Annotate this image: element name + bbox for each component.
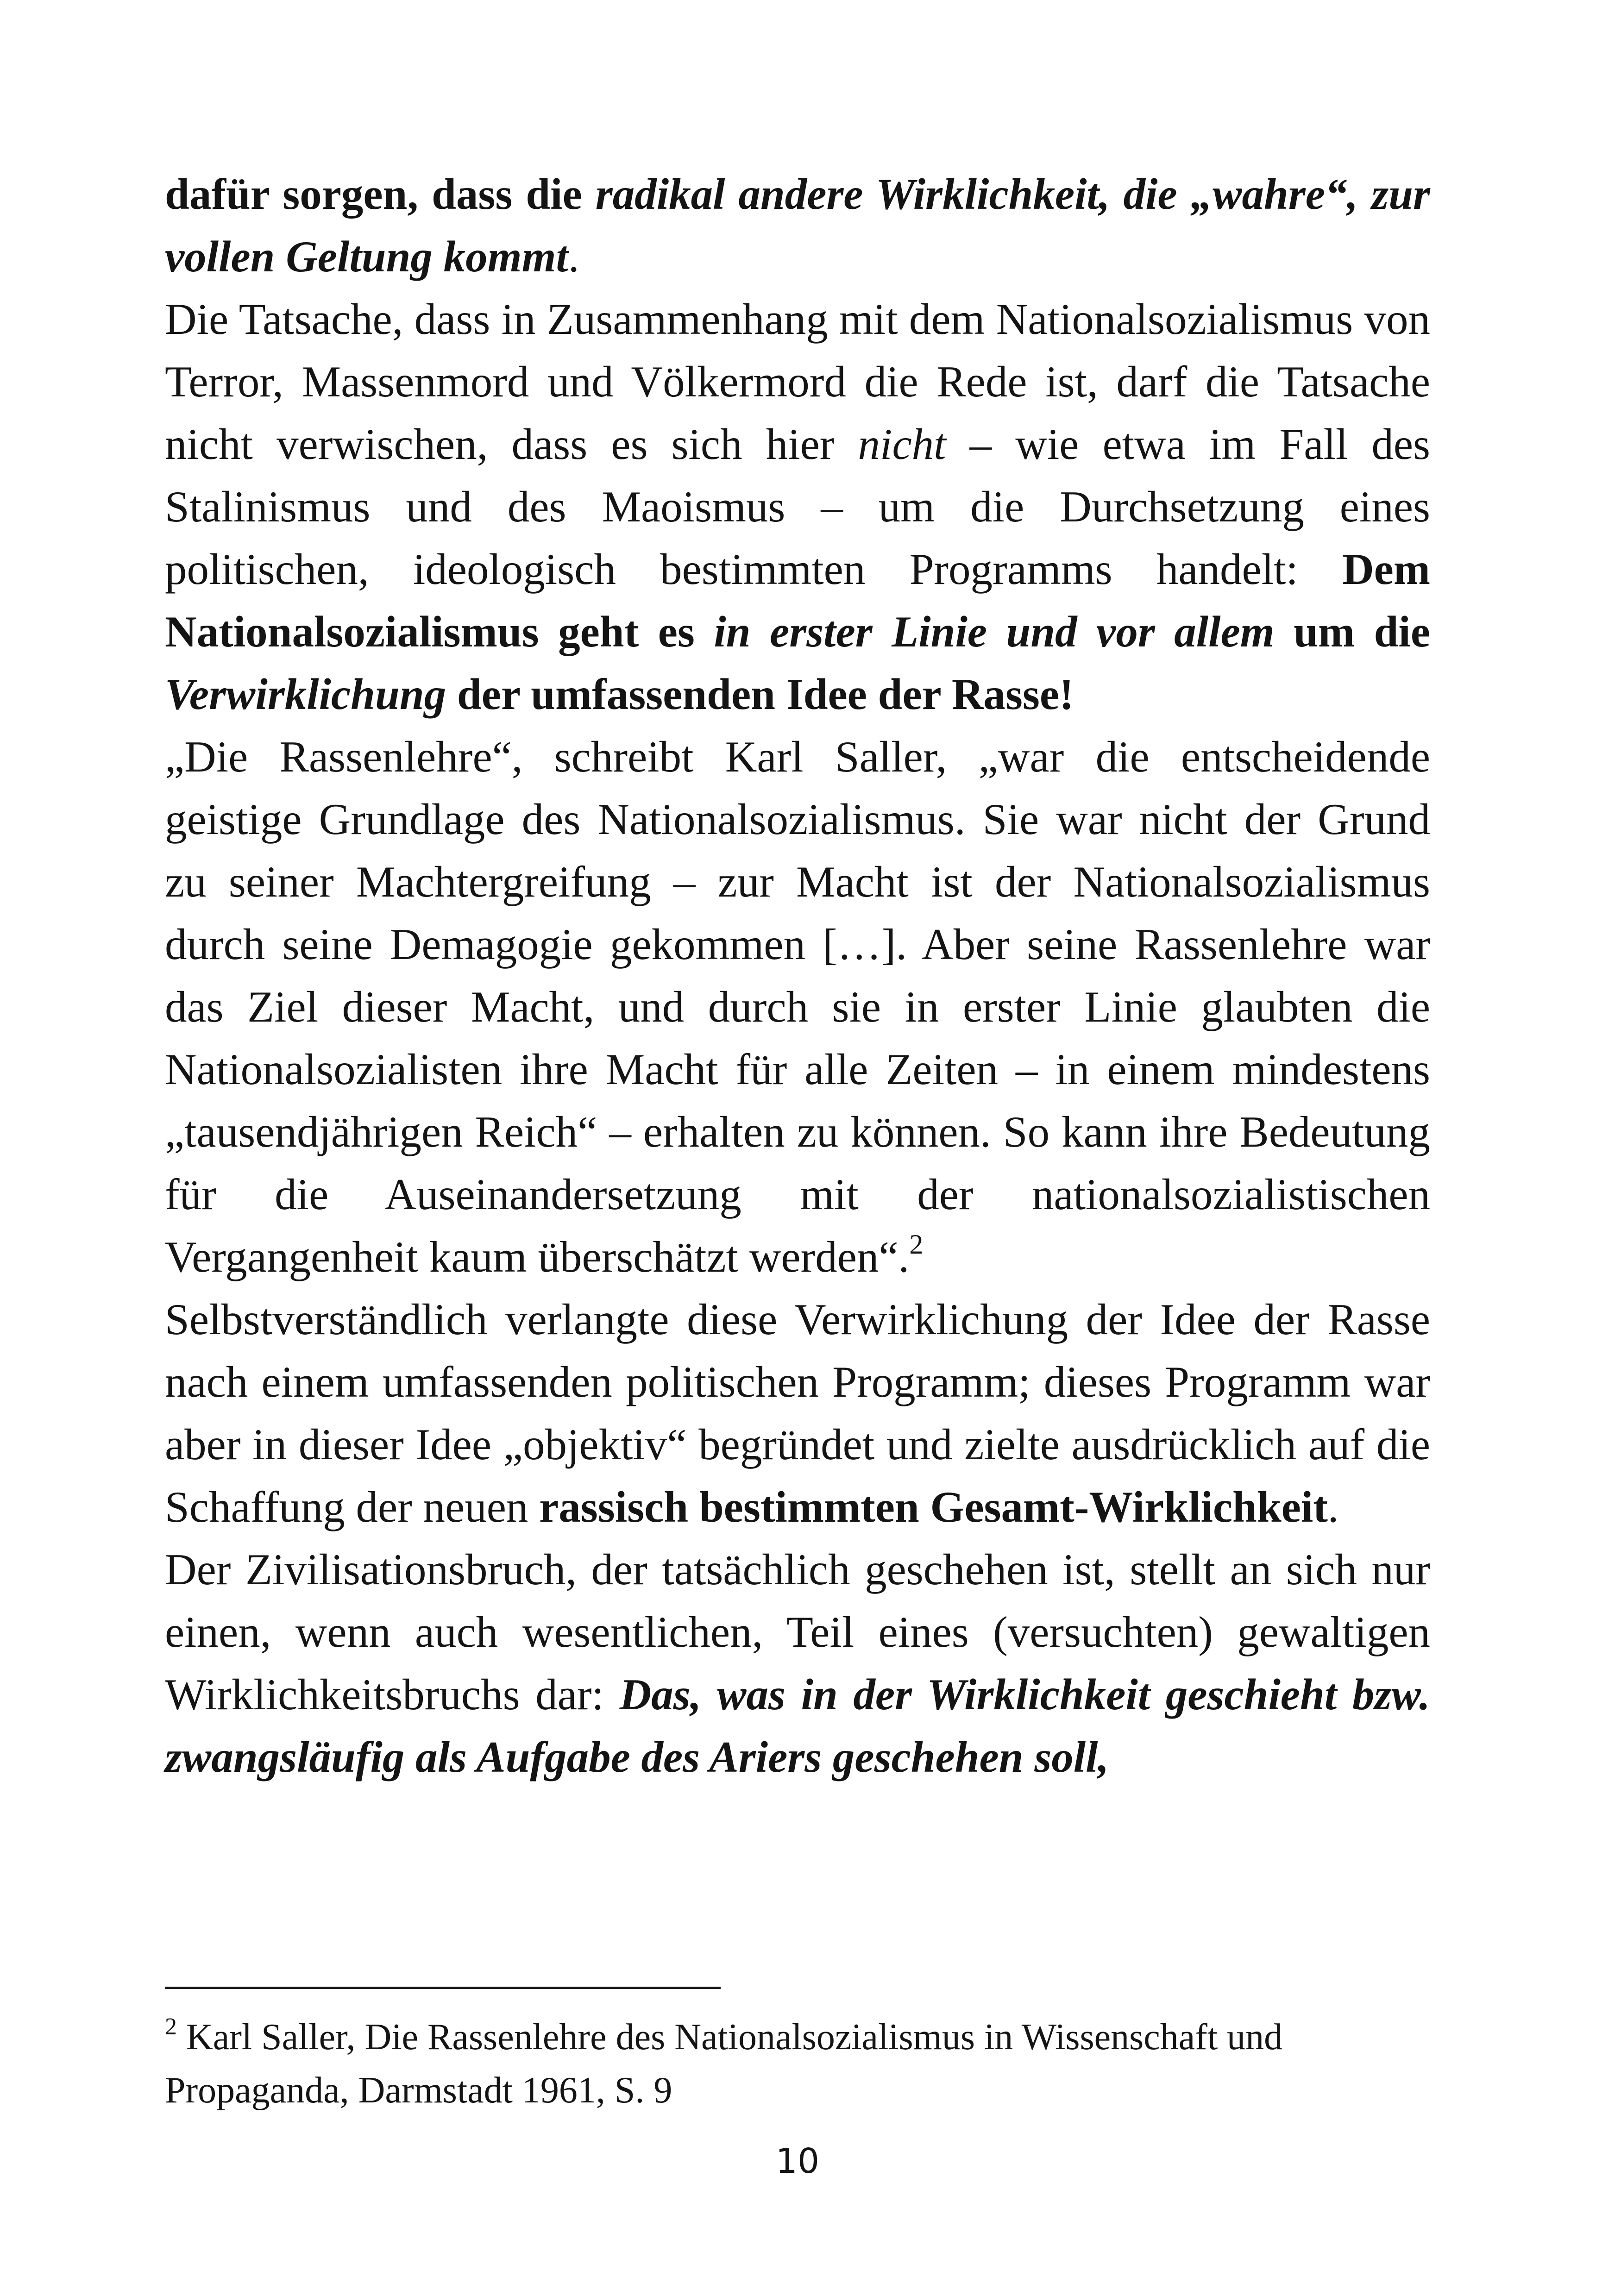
body-text <box>165 163 1430 1788</box>
footnote-text: Karl Saller, Die Rassenlehre des Nationalsozialismus in Wissenschaft und Propaganda, Darmstadt 1961, S. 9 <box>165 2017 1283 2111</box>
text-span: Selbstverständlich verlangte diese Verwirklichung der Idee der Rasse nach einem umfassenden politischen Programm; dieses Programm war aber in dieser Idee „objektiv“ begründet und zielte ausdrücklich auf die Schaffung der neuen <box>165 1295 1430 1531</box>
text-span: Die Tatsache, dass in Zusammenhang mit dem Nationalsozialismus von Terror, Massenmord und Völkermord die Rede ist, darf die Tatsache nicht verwischen, dass es sich hier <box>165 295 1430 469</box>
quote-text: „Die Rassenlehre“, schreibt Karl Saller, „war die entscheidende geistige Grundlage des Nationalsozialismus. Sie war nicht der Grund zu seiner Machtergreifung – zur Macht ist der Nationalsozialismus durch seine Demagogie gekommen […]. Aber seine Rassenlehre war das Ziel dieser Macht, und durch sie in erster Linie glaubten die Nationalsozialisten ihre Macht für alle Zeiten – in einem mindestens „tausendjährigen Reich“ – erhalten zu können. So kann ihre Bedeutung für die Auseinandersetzung mit der nationalsozialistischen Vergangenheit kaum überschätzt werden“. <box>165 732 1430 1281</box>
paragraph-5 <box>165 1538 1430 1788</box>
footnote-reference[interactable]: 2 <box>909 1229 924 1260</box>
text-span-bold: rassisch bestimmten Gesamt-Wirklichkeit <box>539 1482 1328 1531</box>
paragraph-4 <box>165 1288 1430 1538</box>
text-span: Der Zivilisationsbruch, der tatsächlich geschehen ist, stellt an sich nur einen, wenn auch wesentlichen, Teil eines (versuchten) gewaltigen Wirklichkeitsbruchs dar: <box>165 1545 1430 1719</box>
text-span: – wie etwa im Fall des Stalinismus und des Maoismus – um die Durchsetzung eines politischen, ideologisch bestimmten Programms handelt: <box>165 420 1430 594</box>
paragraph-1 <box>165 163 1430 288</box>
footnote <box>165 2011 1430 2117</box>
text-span-bold: Dem Nationalsozialismus geht es <box>165 545 1430 656</box>
page-number: 10 <box>775 2141 820 2181</box>
text-span-bold-italic: in erster Linie und vor allem <box>714 607 1275 656</box>
text-span-bold-italic: Verwirklichung <box>165 670 446 719</box>
footnote-separator <box>165 1987 721 1989</box>
text-span: dafür sorgen, dass die <box>165 169 596 219</box>
text-span-italic: nicht <box>858 420 946 469</box>
text-span-bold-italic: Das, was in der Wirklichkeit geschieht bzw. zwangsläufig als Aufgabe des Ariers geschehen soll, <box>165 1670 1430 1782</box>
paragraph-2 <box>165 288 1430 726</box>
text-span-bold: der umfassenden Idee der Rasse! <box>446 670 1074 719</box>
text-span-bold: um die <box>1274 607 1430 656</box>
text-span: . <box>1327 1482 1339 1531</box>
text-span: . <box>568 232 579 281</box>
paragraph-3 <box>165 726 1430 1288</box>
text-span-bold-italic: radikal andere Wirklichkeit, die „wahre“, zur vollen Geltung kommt <box>165 169 1430 281</box>
footnote-marker: 2 <box>165 2014 177 2040</box>
